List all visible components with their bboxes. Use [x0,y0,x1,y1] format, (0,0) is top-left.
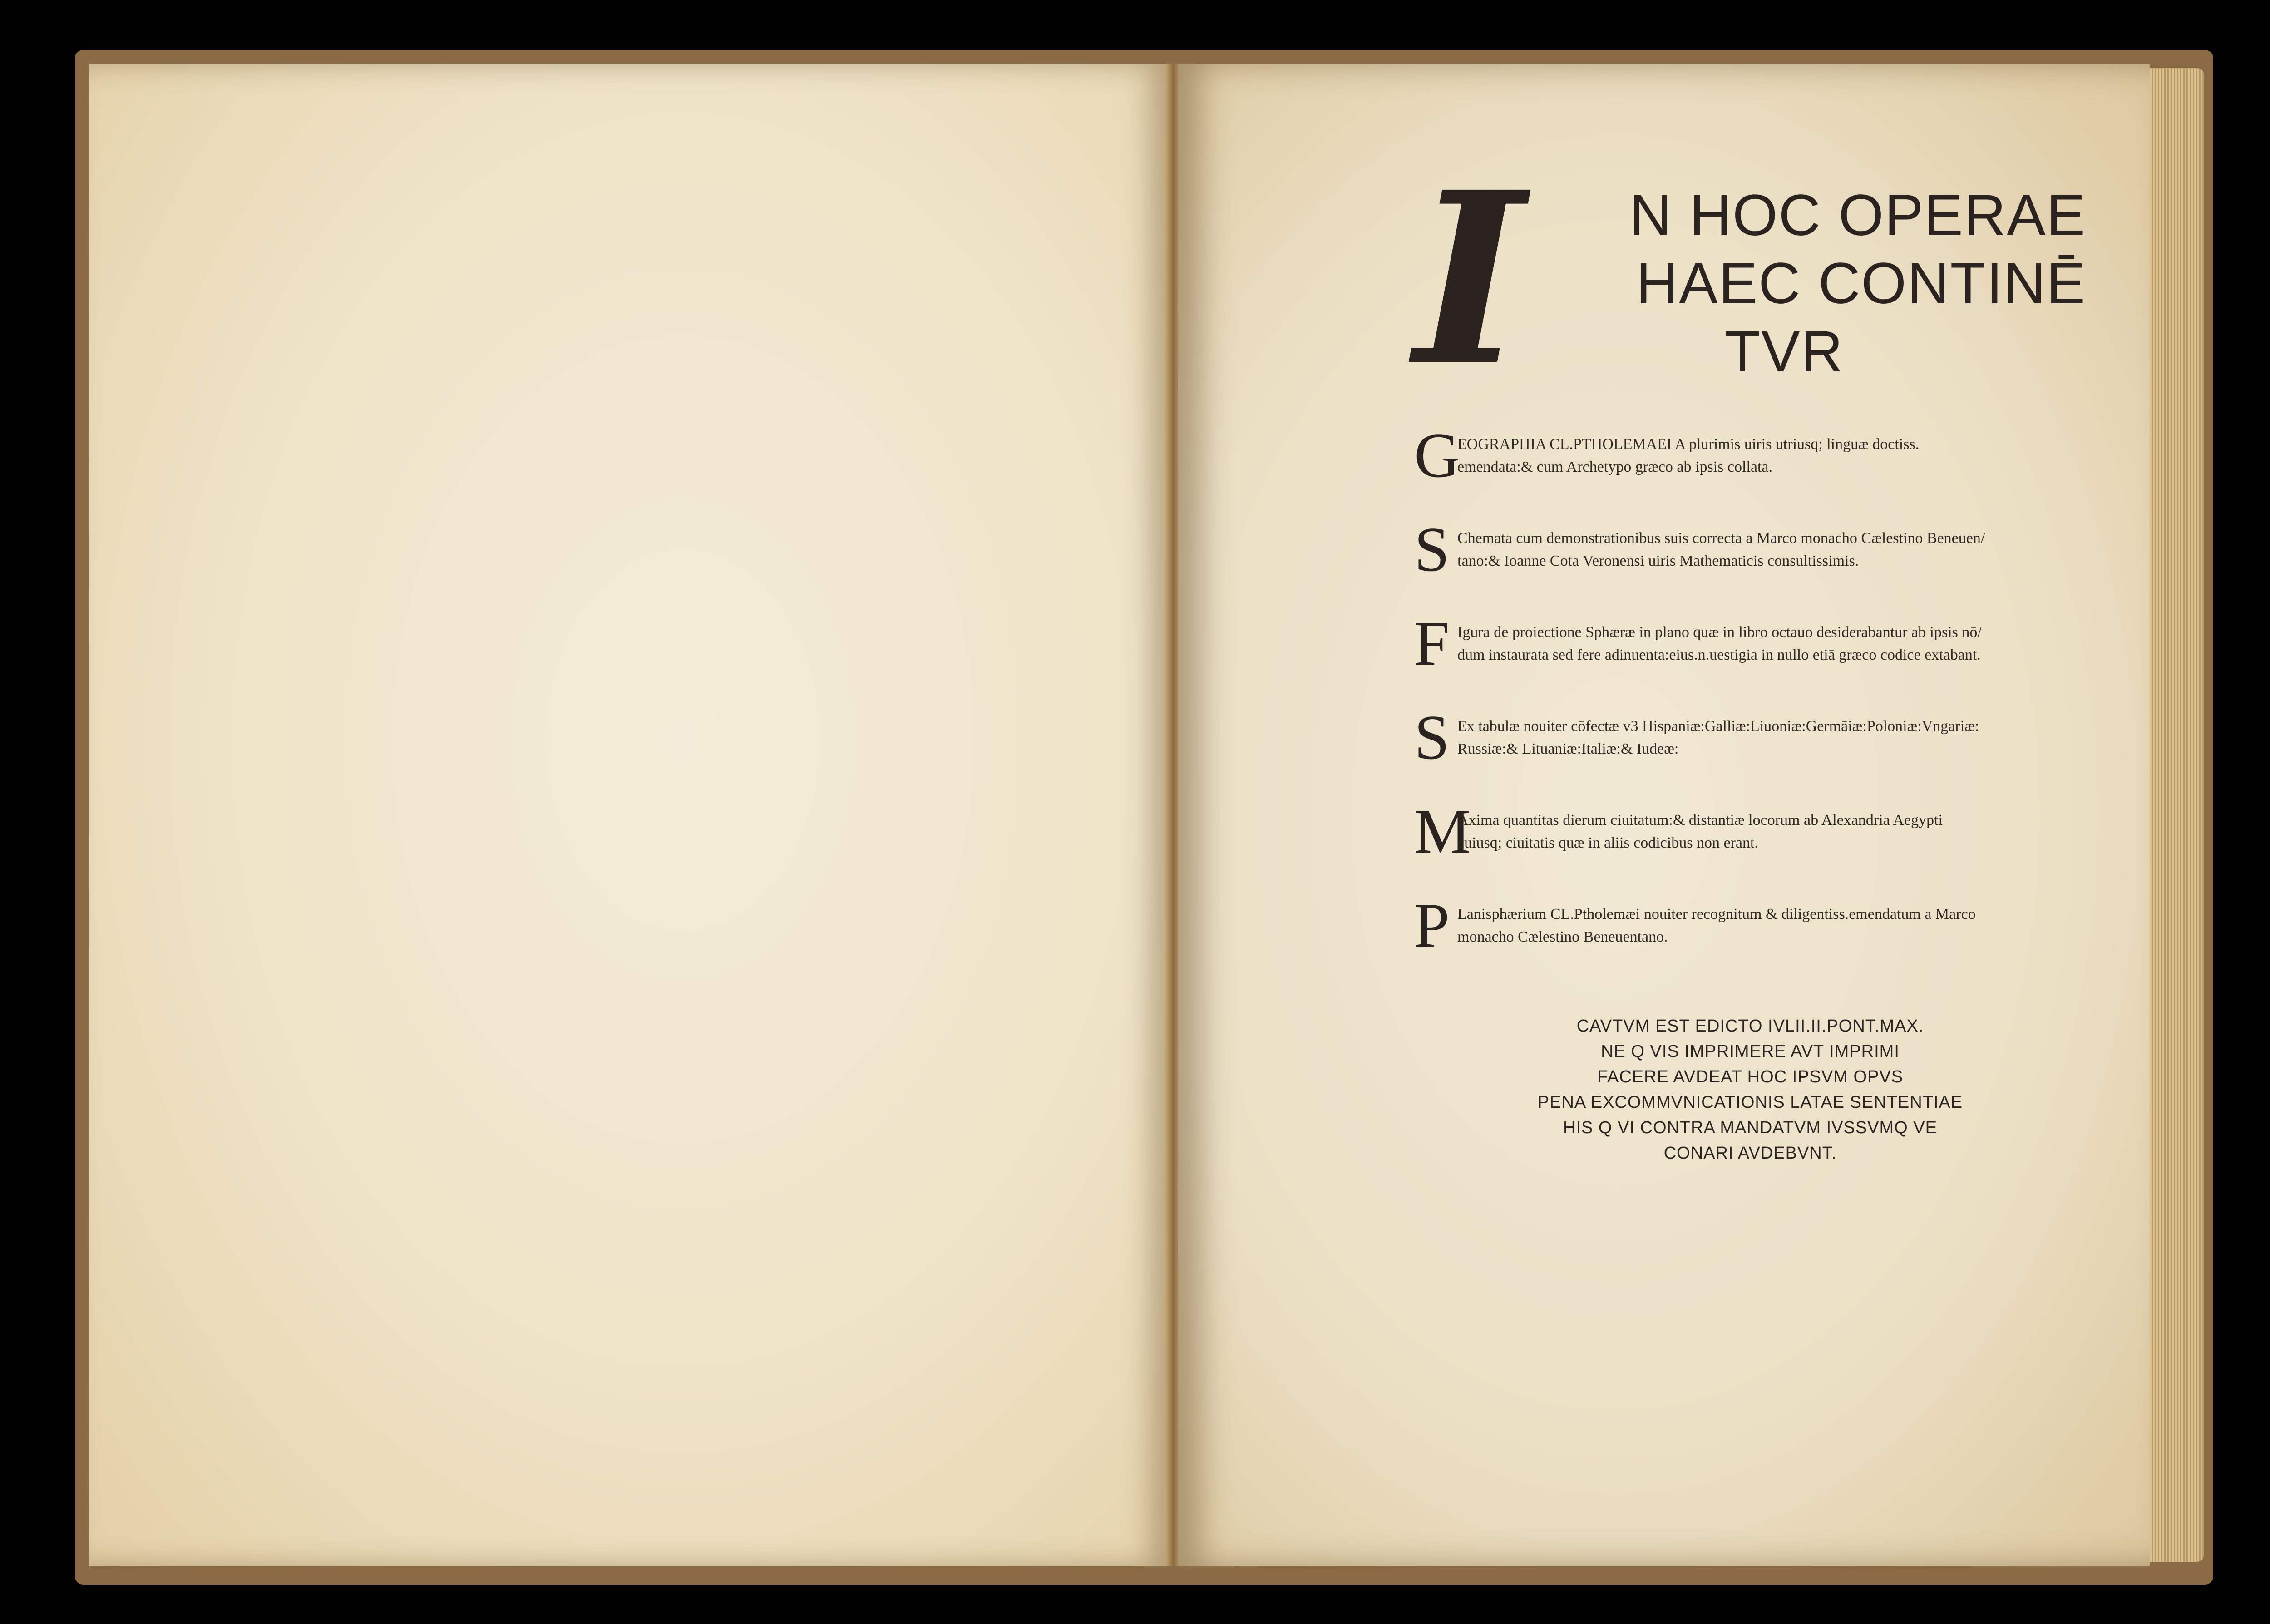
blank-left-page [89,64,1169,1566]
entry-text [1457,527,2093,573]
entry-text [1457,903,2093,948]
contents-entry [1414,702,2086,785]
entry-line: tano:& Ioanne Cota Veronensi uiris Mathematicis consultissimis. [1457,553,1859,569]
entry-line: dum instaurata sed fere adinuenta:eius.n.uestigia in nullo etiā græco codice extabant. [1457,647,1981,663]
title-block [1414,140,2086,418]
title-page-content [1414,140,2086,1166]
entry-line: Chemata cum demonstrationibus suis correcta a Marco monacho Cælestino Beneuen/ [1457,530,1985,547]
title-line-3: TVR [1725,319,1844,384]
title-text [1482,182,2086,386]
contents-entry [1414,608,2086,691]
entry-text [1457,809,2093,854]
privilege-notice [1414,1013,2086,1166]
entry-initial: G [1414,420,1461,491]
notice-line: CAVTVM EST EDICTO IVLII.II.PONT.MAX. [1576,1017,1924,1036]
decorated-initial: I [1414,140,1525,418]
contents-entry [1414,796,2086,879]
page-edges [2150,68,2204,1562]
title-line-2: HAEC CONTINĒ [1636,251,2086,316]
notice-line: CONARI AVDEBVNT. [1663,1144,1837,1163]
notice-line: NE Q VIS IMPRIMERE AVT IMPRIMI [1601,1042,1900,1061]
entry-line: emendata:& cum Archetypo græco ab ipsis collata. [1457,459,1772,475]
contents-entry [1414,890,2086,972]
entry-line: Lanisphærium CL.Ptholemæi nouiter recognitum & diligentiss.emendatum a Marco [1457,906,1976,923]
entry-initial: M [1414,796,1471,867]
notice-line: PENA EXCOMMVNICATIONIS LATAE SENTENTIAE [1537,1093,1963,1112]
title-line-1: N HOC OPERAE [1629,183,2086,248]
entry-line: monacho Cælestino Beneuentano. [1457,928,1668,945]
title-page [1178,64,2150,1566]
entry-text [1457,433,2093,479]
contents-entry [1414,420,2086,503]
entry-line: Russiæ:& Lituaniæ:Italiæ:& Iudeæ: [1457,740,1679,757]
entry-line: cuiusq; ciuitatis quæ in aliis codicibus non erant. [1457,834,1758,851]
entry-text [1457,715,2093,760]
entry-initial: F [1414,608,1450,679]
entry-line: Ex tabulæ nouiter cōfectæ v3 Hispaniæ:Galliæ:Liuoniæ:Germāiæ:Poloniæ:Vngariæ: [1457,718,1979,735]
entry-line: Igura de proiectione Sphæræ in plano quæ in libro octauo desiderabantur ab ipsis nō/ [1457,624,1982,641]
notice-line: FACERE AVDEAT HOC IPSVM OPVS [1597,1067,1904,1086]
open-book [75,50,2213,1585]
entry-initial: S [1414,514,1450,585]
entry-line: EOGRAPHIA CL.PTHOLEMAEI A plurimis uiris utriusq; linguæ doctiss. [1457,436,1920,453]
contents-entry [1414,514,2086,597]
notice-line: HIS Q VI CONTRA MANDATVM IVSSVMQ VE [1563,1118,1937,1137]
entry-line: Axima quantitas dierum ciuitatum:& distantiæ locorum ab Alexandria Aegypti [1457,812,1943,829]
entry-text [1457,621,2093,666]
entry-initial: S [1414,702,1450,773]
entry-initial: P [1414,890,1450,961]
